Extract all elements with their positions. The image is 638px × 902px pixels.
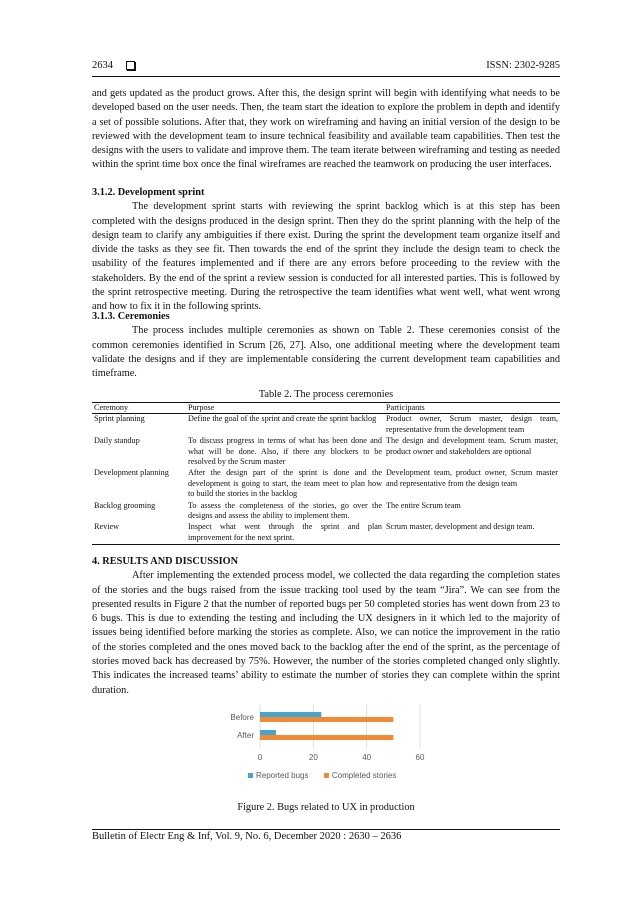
page-number: 2634: [92, 60, 113, 71]
legend-label: Reported bugs: [256, 771, 309, 780]
category-label: Before: [230, 713, 254, 722]
table-cell: Inspect what went through the sprint and plan improvement for the next sprint.: [186, 522, 384, 544]
table-caption: Table 2. The process ceremonies: [258, 389, 394, 400]
bar-chart: [218, 700, 430, 792]
table-header-cell: Ceremony: [92, 403, 186, 414]
bar: [260, 735, 393, 740]
results-heading: 4. RESULTS AND DISCUSSION: [92, 556, 239, 567]
table-header-row: [92, 403, 560, 414]
table-cell: To discuss progress in terms of what has been done and what will be done. Also, if there any blockers to be resolved by the Scrum master: [188, 436, 382, 467]
table-cell: The entire Scrum team: [386, 500, 461, 510]
results-text: After implementing the extended process model, we collected the data regarding the completion states of the stories and the bugs raised from the issue tracking tool used by the team “Jira”. We can see from the presented results in Figure 2 that the number of reported bugs per 50 completed stories has went down from 23 to 6 bugs. This is due to extending the testing and including the UX designers in it which led to the majority of issues being identified before marking the stories as complete. Also, we can notice the improvement in the ratio of the stories completed and the ones moved back to the backlog after the end of the sprint, as the percentage of stories moved back has decreased by 75%. However, the number of the stories completed changed only slightly. This indicates the increased teams’ ability to estimate the number of stories they can complete within the sprint duration.: [92, 570, 560, 696]
table-cell: Development team, product owner, Scrum master and representative from the design team: [386, 468, 558, 488]
table-header-cell: Participants: [384, 403, 560, 414]
table-cell: Daily standup: [94, 436, 140, 446]
table-row: [92, 468, 560, 500]
bar: [260, 717, 393, 722]
table-cell: The design and development team. Scrum master, product owner and stakeholders are optional: [386, 436, 558, 456]
table-cell: Sprint planning: [94, 414, 145, 424]
table-row: [92, 436, 560, 468]
table-cell: Product owner, Scrum master, design team, representative from the development team: [386, 414, 558, 434]
table-cell: Development planning: [94, 468, 169, 478]
table-cell: Backlog grooming: [94, 500, 156, 510]
table-cell: Scrum master, development and design team.: [384, 522, 560, 544]
x-tick-label: 40: [362, 753, 372, 762]
results-section: [92, 555, 560, 698]
legend-swatch: [248, 773, 253, 778]
table-cell: Define the goal of the sprint and create the sprint backlog: [188, 414, 377, 424]
footer-citation: Bulletin of Electr Eng & Inf, Vol. 9, No. 6, December 2020 : 2630 – 2636: [92, 831, 402, 842]
development-sprint-section: [92, 186, 560, 315]
x-tick-label: 20: [308, 753, 318, 762]
x-tick-label: 60: [415, 753, 425, 762]
table-cell: To assess the completeness of the stories, go over the designs and assess the ability to implement them.: [188, 500, 382, 521]
intro-text: and gets updated as the product grows. After this, the design sprint will begin with identifying what needs to be developed based on the user needs. Then, the team start the ideation to explore the problem in depth and identify a set of possible solutions. After that, they work on wireframing and having an initial version of the design to be reviewed with the development team to insure technical feasibility and available team capabilities. Then test the designs with the users to validate and improve them. The team iterate between wireframing and testing as needed within the sprint time box once the final wireframes are reached the teamwork on producing the user interfaces.: [92, 88, 560, 171]
table-cell: Review: [92, 522, 186, 544]
header-rule: [92, 76, 560, 77]
footer-rule: [92, 829, 560, 830]
ceremonies-text: The process includes multiple ceremonies as shown on Table 2. These ceremonies consist of the common ceremonies identified in Scrum [26, 27]. Also, one additional meeting where the development team validate the designs and if they are implementable considering the current development team capabilities and timeframe.: [92, 325, 560, 380]
table-header-cell: Purpose: [186, 403, 384, 414]
figure-caption: Figure 2. Bugs related to UX in production: [237, 802, 415, 813]
ceremonies-section: [92, 310, 560, 381]
ceremonies-table: [92, 402, 560, 545]
intro-paragraph: [92, 87, 560, 173]
category-label: After: [237, 731, 254, 740]
issn: ISSN: 2302-9285: [486, 60, 560, 71]
ceremonies-heading: 3.1.3. Ceremonies: [92, 311, 170, 322]
bar: [260, 712, 321, 717]
table-cell: After the design part of the sprint is done and the development is going to start, the team meet to plan how to build the stories in the backlog: [188, 468, 382, 499]
development-sprint-text: The development sprint starts with reviewing the sprint backlog which is at this step has been completed with the designs produced in the design sprint. Then they do the sprint planning with the help of the design team to clarify any ambiguities if there exist. During the sprint the development team organize itself and divide the tasks as they see fit. Then towards the end of the sprint they include the design team to check the usability of the features implemented and if there are any errors before proceeding to the review with the stakeholders. By the end of the sprint a review session is conducted for all interested parties. This is followed by the sprint retrospective meeting. During the retrospective the team identifies what went well, what went wrong and how to fix it in the following sprints.: [92, 201, 560, 313]
legend-label: Completed stories: [331, 771, 397, 780]
table-row: [92, 501, 560, 523]
bar: [260, 730, 276, 735]
table-row: [92, 522, 560, 544]
x-tick-label: 0: [257, 753, 263, 762]
legend-swatch: [324, 773, 329, 778]
development-sprint-heading: 3.1.2. Development sprint: [92, 187, 205, 198]
square-icon: [126, 61, 135, 70]
table-row: [92, 414, 560, 436]
